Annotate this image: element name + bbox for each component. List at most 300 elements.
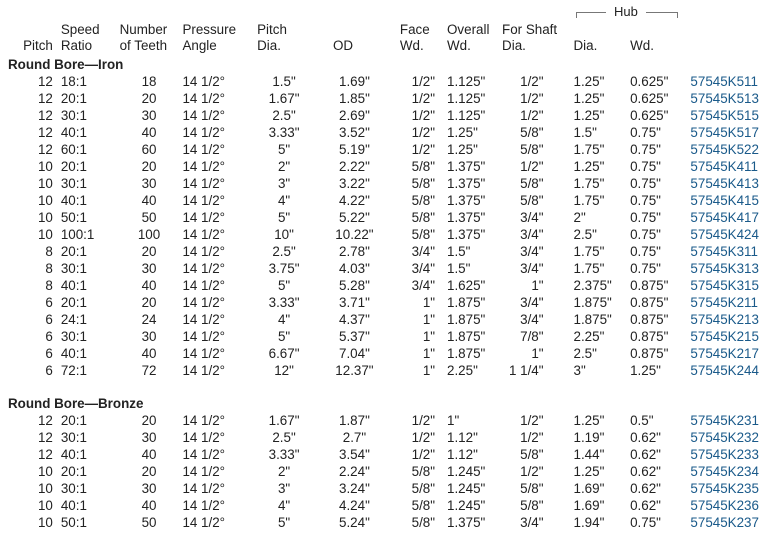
cell-pitch-dia: 3.75" [268,261,300,276]
cell-speed-ratio: 20:1 [60,244,87,259]
cell-pitch: 6 [45,329,53,344]
cell-face-wd: 1/2" [411,430,436,445]
cell-pitch-dia: 2.5" [272,108,296,123]
cell-teeth: 20 [141,413,157,428]
cell-face-wd: 5/8" [411,176,436,191]
table-row [8,226,779,243]
part-number-link[interactable]: 57545K237 [690,515,759,530]
header-face-top: Face [399,22,430,37]
cell-speed-ratio: 40:1 [60,125,87,140]
cell-teeth: 60 [141,142,157,157]
cell-hub-dia: 1.25" [573,464,605,479]
cell-speed-ratio: 50:1 [60,210,87,225]
cell-face-wd: 5/8" [411,159,436,174]
cell-od: 4.37" [339,312,370,327]
cell-shaft-dia: 5/8" [520,498,544,513]
cell-pitch: 6 [45,346,53,361]
cell-speed-ratio: 20:1 [60,91,87,106]
cell-pitch: 10 [37,193,53,208]
cell-shaft-dia: 5/8" [520,481,544,496]
cell-overall-wd: 1.375" [447,515,486,530]
cell-hub-wd: 0.62" [630,447,661,462]
cell-shaft-dia: 3/4" [520,261,544,276]
cell-pitch: 10 [37,498,53,513]
part-number-link[interactable]: 57545K215 [690,329,759,344]
cell-od: 2.24" [339,464,370,479]
cell-hub-dia: 1.875" [573,312,612,327]
header-pitch-blank [8,22,61,38]
cell-hub-wd: 0.875" [630,295,669,310]
cell-speed-ratio: 20:1 [60,159,87,174]
cell-od: 3.22" [339,176,370,191]
cell-shaft-dia: 3/4" [520,210,544,225]
cell-pitch-dia: 2.5" [272,430,296,445]
cell-shaft-dia: 1/2" [520,464,544,479]
cell-overall-wd: 1.245" [447,498,486,513]
cell-shaft-dia: 1/2" [520,108,544,123]
cell-pitch-dia: 5" [277,329,291,344]
cell-pitch: 10 [37,159,53,174]
cell-pitch-dia: 3.33" [268,447,300,462]
cell-speed-ratio: 40:1 [60,346,87,361]
cell-speed-ratio: 40:1 [60,447,87,462]
cell-pitch-dia: 2" [277,464,291,479]
cell-pressure-angle: 14 1/2° [182,91,226,106]
header-speed-ratio-top: Speed [60,22,100,37]
cell-overall-wd: 1.125" [447,74,486,89]
header-speed-ratio-bottom: Ratio [60,38,93,53]
cell-pressure-angle: 14 1/2° [182,142,226,157]
cell-teeth: 30 [141,329,157,344]
part-number-link[interactable]: 57545K517 [690,125,759,140]
cell-overall-wd: 2.25" [447,363,478,378]
cell-overall-wd: 1.625" [447,278,486,293]
cell-teeth: 20 [141,295,157,310]
part-number-link[interactable]: 57545K231 [690,413,759,428]
header-part-blank-2 [690,38,779,54]
cell-pressure-angle: 14 1/2° [182,193,226,208]
header-part-blank [690,22,779,38]
cell-od: 12.37" [335,363,374,378]
header-teeth-bottom: of Teeth [119,38,168,53]
header-hub-dia-blank [574,22,631,38]
cell-teeth: 30 [141,176,157,191]
cell-speed-ratio: 50:1 [60,515,87,530]
cell-od: 5.19" [339,142,370,157]
cell-pitch-dia: 1.67" [268,413,300,428]
cell-pressure-angle: 14 1/2° [182,210,226,225]
cell-face-wd: 3/4" [411,244,436,259]
cell-hub-wd: 0.75" [630,176,661,191]
cell-pitch: 12 [37,125,53,140]
cell-face-wd: 1/2" [411,74,436,89]
cell-hub-wd: 0.75" [630,261,661,276]
cell-shaft-dia: 1" [531,278,544,293]
cell-overall-wd: 1.25" [447,125,478,140]
cell-hub-dia: 1.69" [573,481,605,496]
cell-shaft-dia: 1/2" [520,430,544,445]
cell-face-wd: 1/2" [411,108,436,123]
cell-overall-wd: 1.5" [447,261,471,276]
cell-teeth: 20 [141,464,157,479]
cell-pressure-angle: 14 1/2° [182,108,226,123]
cell-pressure-angle: 14 1/2° [182,312,226,327]
cell-pitch: 12 [37,142,53,157]
part-number-link[interactable]: 57545K233 [690,447,759,462]
cell-speed-ratio: 30:1 [60,261,87,276]
cell-teeth: 20 [141,244,157,259]
table-row [8,107,779,124]
header-pressure-top: Pressure [182,22,237,37]
cell-hub-wd: 0.75" [630,142,661,157]
table-row [8,192,779,209]
cell-shaft-dia: 1/2" [520,413,544,428]
cell-pitch-dia: 3" [277,176,291,191]
hub-bracket-right-tick [677,12,678,18]
cell-speed-ratio: 18:1 [60,74,87,89]
cell-hub-dia: 1.75" [573,176,605,191]
cell-pitch-dia: 2" [277,159,291,174]
cell-face-wd: 5/8" [411,464,436,479]
cell-speed-ratio: 30:1 [60,176,87,191]
cell-pitch-dia: 2.5" [272,244,296,259]
cell-od: 4.22" [339,193,370,208]
cell-pitch: 12 [37,447,53,462]
cell-od: 2.7" [342,430,367,445]
cell-teeth: 20 [141,91,157,106]
part-number-link[interactable]: 57545K313 [690,261,759,276]
cell-hub-dia: 1.69" [573,498,605,513]
cell-face-wd: 1/2" [411,447,436,462]
cell-pressure-angle: 14 1/2° [182,346,226,361]
cell-hub-wd: 0.75" [630,515,661,530]
table-row [8,345,779,362]
cell-overall-wd: 1.245" [447,481,486,496]
cell-overall-wd: 1.12" [447,447,478,462]
table-row [8,141,779,158]
part-number-link[interactable]: 57545K244 [690,363,759,378]
cell-teeth: 30 [141,261,157,276]
cell-overall-wd: 1.375" [447,210,486,225]
cell-shaft-dia: 5/8" [520,447,544,462]
cell-speed-ratio: 30:1 [60,329,87,344]
cell-face-wd: 1" [422,329,436,344]
cell-teeth: 30 [141,108,157,123]
cell-od: 7.04" [339,346,370,361]
cell-pitch: 10 [37,227,53,242]
gear-spec-table [8,22,779,531]
cell-overall-wd: 1.245" [447,464,486,479]
cell-face-wd: 5/8" [411,210,436,225]
cell-pitch-dia: 4" [277,193,291,208]
part-number-link[interactable]: 57545K315 [690,278,759,293]
cell-overall-wd: 1" [447,413,460,428]
cell-hub-dia: 1.44" [573,447,605,462]
cell-pressure-angle: 14 1/2° [182,498,226,513]
cell-od: 3.52" [339,125,370,140]
cell-hub-dia: 1.5" [573,125,597,140]
header-pitch: Pitch [23,38,53,53]
cell-speed-ratio: 40:1 [60,498,87,513]
part-number-link[interactable]: 57545K415 [690,193,759,208]
cell-teeth: 50 [141,515,157,530]
cell-hub-wd: 0.75" [630,159,661,174]
table-header [8,22,779,54]
cell-speed-ratio: 20:1 [60,295,87,310]
header-shaft-bottom: Dia. [502,38,526,53]
cell-hub-dia: 1.75" [573,142,605,157]
cell-shaft-dia: 3/4" [520,227,544,242]
cell-pressure-angle: 14 1/2° [182,413,226,428]
cell-hub-wd: 0.625" [630,108,669,123]
cell-pitch: 12 [37,413,53,428]
cell-hub-dia: 1.875" [573,295,612,310]
cell-pressure-angle: 14 1/2° [182,363,226,378]
cell-pressure-angle: 14 1/2° [182,464,226,479]
cell-overall-wd: 1.12" [447,430,478,445]
header-od-blank [315,22,394,38]
cell-pitch-dia: 4" [277,498,291,513]
cell-shaft-dia: 5/8" [520,193,544,208]
header-teeth-top: Number [119,22,168,37]
cell-teeth: 40 [141,125,157,140]
cell-overall-wd: 1.125" [447,108,486,123]
cell-shaft-dia: 1/2" [520,159,544,174]
cell-pitch: 10 [37,515,53,530]
cell-hub-wd: 0.62" [630,481,661,496]
cell-pitch: 10 [37,481,53,496]
table-row [8,209,779,226]
part-number-link[interactable]: 57545K511 [690,74,758,89]
cell-pressure-angle: 14 1/2° [182,227,226,242]
cell-speed-ratio: 20:1 [60,464,87,479]
cell-teeth: 30 [141,430,157,445]
cell-pitch-dia: 3.33" [268,125,300,140]
cell-shaft-dia: 7/8" [520,329,544,344]
cell-hub-dia: 1.25" [573,108,605,123]
cell-teeth: 100 [137,227,161,242]
part-number-link[interactable]: 57545K236 [690,498,759,513]
part-number-link[interactable]: 57545K235 [690,481,759,496]
cell-pitch: 12 [37,430,53,445]
cell-face-wd: 5/8" [411,193,436,208]
cell-overall-wd: 1.125" [447,91,486,106]
table-row [8,412,779,429]
cell-teeth: 40 [141,278,157,293]
header-row-1 [8,22,779,38]
cell-pitch-dia: 3" [277,481,291,496]
table-body [8,54,779,531]
section-spacer [8,379,779,393]
part-number-link[interactable]: 57545K515 [690,108,759,123]
part-number-link[interactable]: 57545K211 [690,295,758,310]
cell-overall-wd: 1.25" [447,142,478,157]
table-row [8,260,779,277]
table-row [8,73,779,90]
part-number-link[interactable]: 57545K234 [690,464,759,479]
cell-hub-dia: 1.75" [573,261,605,276]
table-row [8,429,779,446]
section-header-row [8,393,779,412]
cell-od: 2.22" [339,159,370,174]
cell-speed-ratio: 30:1 [60,430,87,445]
part-number-link[interactable]: 57545K513 [690,91,759,106]
cell-pitch: 8 [45,261,53,276]
cell-speed-ratio: 30:1 [60,481,87,496]
cell-pitch: 10 [37,210,53,225]
cell-teeth: 18 [141,74,157,89]
table-row [8,158,779,175]
hub-bracket-left-tick [576,12,577,18]
cell-od: 10.22" [335,227,374,242]
table-row [8,277,779,294]
table-row [8,175,779,192]
cell-speed-ratio: 20:1 [60,413,87,428]
table-row [8,90,779,107]
cell-pitch: 10 [37,176,53,191]
part-number-link[interactable]: 57545K232 [690,430,759,445]
header-pitch-dia-bottom: Dia. [257,38,281,53]
cell-face-wd: 1/2" [411,125,436,140]
section-title: Round Bore—Iron [8,57,124,72]
cell-hub-wd: 0.75" [630,210,661,225]
cell-pressure-angle: 14 1/2° [182,159,226,174]
cell-hub-dia: 2.375" [573,278,612,293]
cell-pitch-dia: 10" [274,227,294,242]
cell-od: 2.78" [339,244,370,259]
cell-hub-wd: 0.625" [630,91,669,106]
cell-pressure-angle: 14 1/2° [182,481,226,496]
cell-pressure-angle: 14 1/2° [182,430,226,445]
part-number-link[interactable]: 57545K417 [690,210,759,225]
cell-face-wd: 1" [422,346,436,361]
cell-hub-dia: 1.25" [573,91,605,106]
cell-face-wd: 5/8" [411,481,436,496]
cell-shaft-dia: 1/2" [520,74,544,89]
cell-hub-wd: 0.75" [630,244,661,259]
cell-speed-ratio: 72:1 [60,363,87,378]
cell-shaft-dia: 1" [531,346,544,361]
cell-od: 5.24" [339,515,370,530]
cell-speed-ratio: 24:1 [60,312,87,327]
cell-shaft-dia: 5/8" [520,142,544,157]
table-row [8,480,779,497]
cell-od: 3.71" [339,295,370,310]
cell-speed-ratio: 100:1 [60,227,95,242]
header-hub-wd: Wd. [630,38,654,53]
cell-shaft-dia: 1 1/4" [508,363,544,378]
table-row [8,514,779,531]
cell-face-wd: 3/4" [411,278,436,293]
cell-pressure-angle: 14 1/2° [182,515,226,530]
cell-od: 2.69" [339,108,370,123]
cell-speed-ratio: 40:1 [60,193,87,208]
part-number-link[interactable]: 57545K217 [690,346,759,361]
cell-face-wd: 1" [422,363,436,378]
cell-hub-wd: 0.875" [630,312,669,327]
table-row [8,294,779,311]
cell-teeth: 40 [141,193,157,208]
cell-pitch: 10 [37,464,53,479]
cell-od: 5.22" [339,210,370,225]
cell-pitch-dia: 5" [277,142,291,157]
table-row [8,124,779,141]
header-shaft-top: For Shaft [502,22,558,37]
cell-face-wd: 5/8" [411,227,436,242]
cell-face-wd: 5/8" [411,498,436,513]
section-spacer-cell [8,379,779,393]
cell-pitch: 12 [37,91,53,106]
cell-hub-dia: 3" [573,363,586,378]
cell-overall-wd: 1.875" [447,312,486,327]
header-pressure-bottom: Angle [182,38,217,53]
cell-pitch: 12 [37,74,53,89]
cell-hub-dia: 1.19" [573,430,605,445]
cell-teeth: 30 [141,481,157,496]
cell-pitch: 6 [45,295,53,310]
cell-pitch-dia: 4" [277,312,291,327]
cell-shaft-dia: 3/4" [520,515,544,530]
cell-hub-wd: 0.75" [630,227,661,242]
cell-overall-wd: 1.375" [447,176,486,191]
section-title: Round Bore—Bronze [8,396,144,411]
header-hub-wd-blank [630,22,690,38]
cell-hub-dia: 2.5" [573,346,597,361]
cell-hub-wd: 0.875" [630,278,669,293]
cell-hub-wd: 0.875" [630,346,669,361]
cell-shaft-dia: 3/4" [520,244,544,259]
cell-pressure-angle: 14 1/2° [182,125,226,140]
cell-hub-dia: 2.5" [573,227,597,242]
cell-pitch: 12 [37,108,53,123]
header-pitch-dia-top: Pitch [257,22,287,37]
cell-hub-dia: 2.25" [573,329,605,344]
cell-pressure-angle: 14 1/2° [182,74,226,89]
cell-pressure-angle: 14 1/2° [182,278,226,293]
cell-speed-ratio: 30:1 [60,108,87,123]
cell-od: 1.87" [339,413,370,428]
cell-hub-wd: 0.62" [630,464,661,479]
table-row [8,328,779,345]
table-row [8,463,779,480]
hub-bracket-right [646,12,678,13]
cell-overall-wd: 1.875" [447,346,486,361]
cell-hub-wd: 0.75" [630,193,661,208]
table-row [8,362,779,379]
cell-hub-dia: 1.75" [573,244,605,259]
cell-face-wd: 1" [422,312,436,327]
cell-hub-dia: 1.25" [573,413,605,428]
cell-hub-wd: 0.62" [630,498,661,513]
cell-face-wd: 1/2" [411,413,436,428]
cell-pitch-dia: 6.67" [268,346,300,361]
cell-teeth: 50 [141,210,157,225]
cell-pressure-angle: 14 1/2° [182,447,226,462]
cell-od: 1.85" [339,91,370,106]
cell-teeth: 40 [141,346,157,361]
part-number-link[interactable]: 57545K411 [690,159,758,174]
header-face-bottom: Wd. [399,38,424,53]
part-number-link[interactable]: 57545K311 [690,244,758,259]
cell-pitch-dia: 3.33" [268,295,300,310]
cell-pitch-dia: 1.5" [272,74,296,89]
cell-hub-wd: 0.5" [630,413,654,428]
part-number-link[interactable]: 57545K413 [690,176,759,191]
part-number-link[interactable]: 57545K213 [690,312,759,327]
part-number-link[interactable]: 57545K424 [690,227,759,242]
part-number-link[interactable]: 57545K522 [690,142,759,157]
cell-face-wd: 1/2" [411,91,436,106]
